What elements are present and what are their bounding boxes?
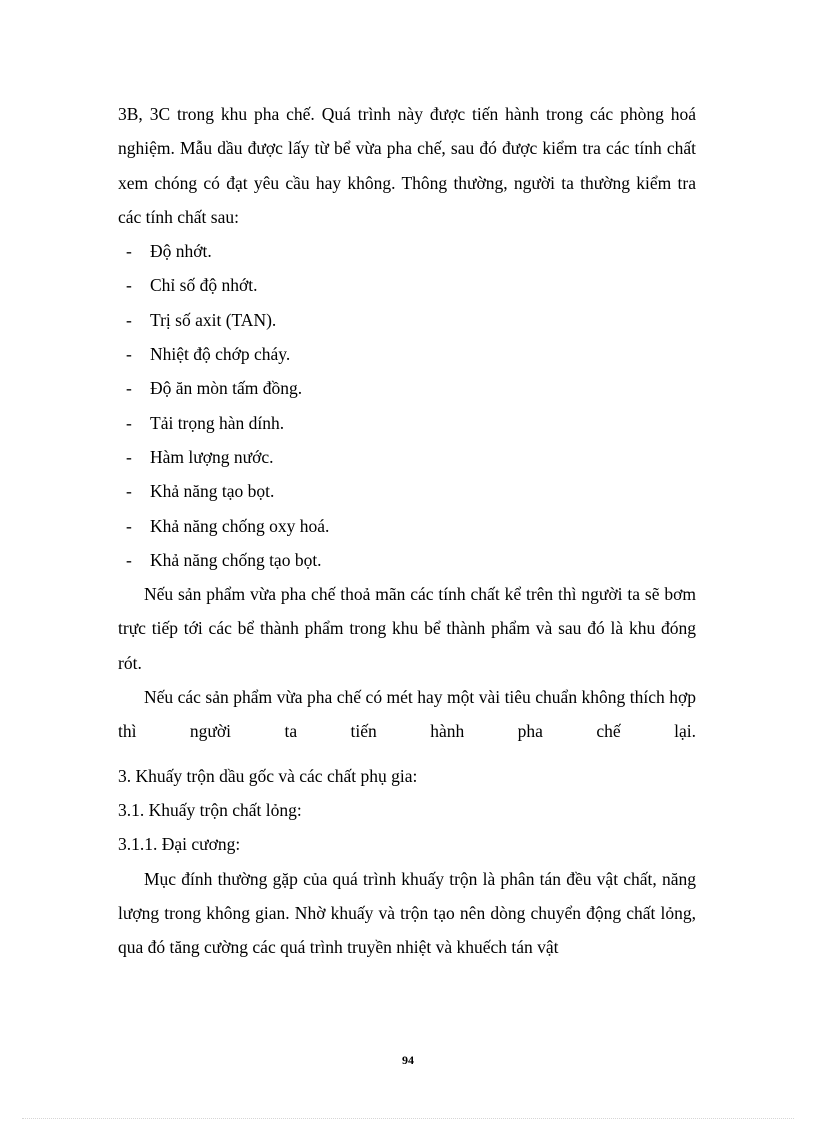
page-number: 94 xyxy=(402,1053,414,1067)
list-item-text: Tải trọng hàn dính. xyxy=(150,412,285,433)
list-item xyxy=(118,474,696,508)
bullet-dash: - xyxy=(126,515,132,536)
list-item xyxy=(118,234,696,268)
list-item-text: Chỉ số độ nhớt. xyxy=(150,275,258,296)
subsubsection-heading: 3.1.1. Đại cương: xyxy=(118,834,241,855)
general-paragraph: Mục đính thường gặp của quá trình khuấy trộn là phân tán đều vật chất, năng lượng trong không gian. Nhờ khuấy và trộn tạo nên dòng chuyển động chất lỏng, qua đó tăng cường các quá trình truyền nhiệt và khuếch tán vật xyxy=(118,868,696,958)
bullet-dash: - xyxy=(126,344,132,365)
bullet-dash: - xyxy=(126,378,132,399)
list-item-text: Độ ăn mòn tấm đồng. xyxy=(150,378,303,399)
bullet-dash: - xyxy=(126,309,132,330)
bullet-dash: - xyxy=(126,481,132,502)
list-item xyxy=(118,303,696,337)
page-bottom-divider xyxy=(22,1118,794,1119)
list-item-text: Độ nhớt. xyxy=(150,241,212,262)
section-heading: 3. Khuấy trộn dầu gốc và các chất phụ gia: xyxy=(118,765,418,786)
fail-paragraph: Nếu các sản phẩm vừa pha chế có mét hay một vài tiêu chuẩn không thích hợp thì người ta tiến hành pha chế lại. xyxy=(118,687,696,742)
section-gap xyxy=(118,749,696,759)
bullet-dash: - xyxy=(126,446,132,467)
list-item xyxy=(118,509,696,543)
bullet-dash: - xyxy=(126,275,132,296)
property-list xyxy=(118,234,696,577)
list-item-text: Trị số axit (TAN). xyxy=(150,309,277,330)
subsection-heading: 3.1. Khuấy trộn chất lỏng: xyxy=(118,799,302,820)
bullet-dash: - xyxy=(126,241,132,262)
intro-paragraph: 3B, 3C trong khu pha chế. Quá trình này được tiến hành trong các phòng hoá nghiệm. Mẫu dầu được lấy từ bể vừa pha chế, sau đó được kiểm tra các tính chất xem chóng có đạt yêu cầu hay không. Thông thường, người ta thường kiểm tra các tính chất sau: xyxy=(118,104,696,227)
bullet-dash: - xyxy=(126,412,132,433)
list-item-text: Khả năng chống oxy hoá. xyxy=(150,515,330,536)
pass-paragraph: Nếu sản phẩm vừa pha chế thoả mãn các tính chất kể trên thì người ta sẽ bơm trực tiếp tới các bể thành phẩm trong khu bể thành phẩm và sau đó là khu đóng rót. xyxy=(118,584,696,673)
list-item xyxy=(118,406,696,440)
page-body xyxy=(118,97,696,964)
bullet-dash: - xyxy=(126,549,132,570)
list-item xyxy=(118,337,696,371)
list-item-text: Hàm lượng nước. xyxy=(150,446,274,467)
list-item xyxy=(118,543,696,577)
list-item xyxy=(118,440,696,474)
list-item-text: Nhiệt độ chớp cháy. xyxy=(150,344,291,365)
list-item-text: Khả năng tạo bọt. xyxy=(150,481,275,502)
list-item xyxy=(118,371,696,405)
list-item xyxy=(118,268,696,302)
list-item-text: Khả năng chống tạo bọt. xyxy=(150,549,322,570)
